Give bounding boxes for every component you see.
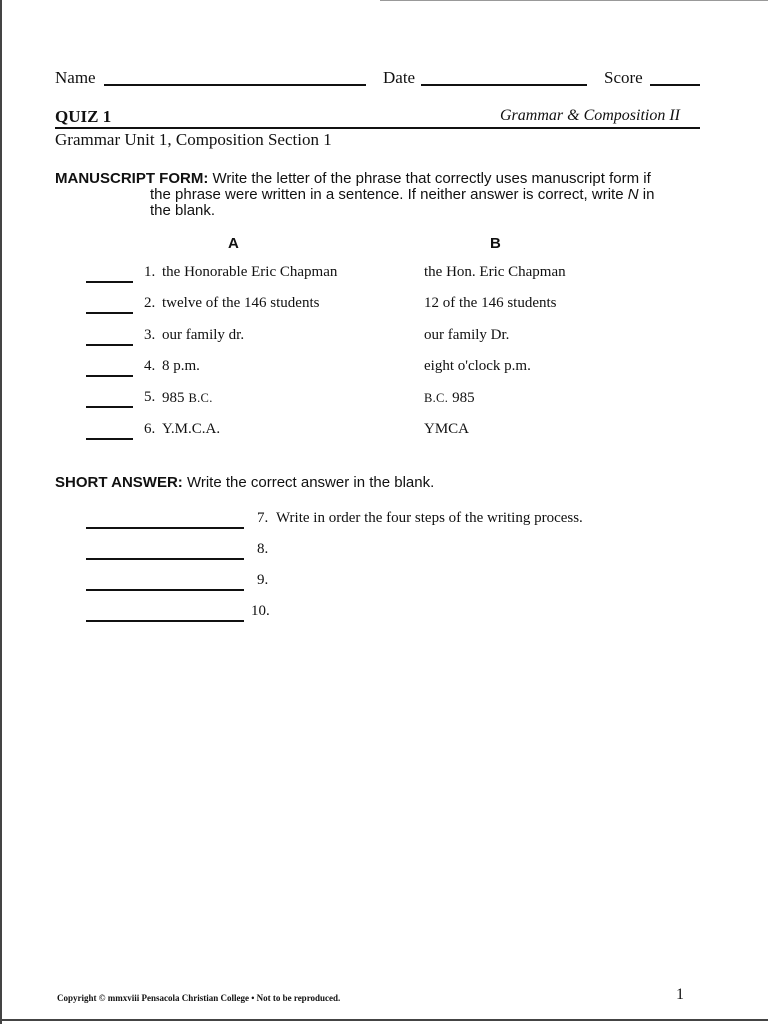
answer-blank[interactable] [86,281,133,283]
item-number: 5. [144,389,156,405]
item-number: 6. [144,421,156,437]
score-label: Score [604,68,643,87]
item-number: 3. [144,327,156,343]
choice-b: 12 of the 146 students [424,295,557,311]
answer-blank[interactable] [86,406,133,408]
manuscript-instructions [55,171,651,187]
choice-a: 985 B.C. [162,390,213,406]
item-number: 10. [251,603,270,619]
choice-a: twelve of the 146 students [162,295,320,311]
choice-b: the Hon. Eric Chapman [424,264,566,280]
answer-blank[interactable] [86,558,244,560]
date-label: Date [383,68,416,87]
choice-a: the Honorable Eric Chapman [162,264,338,280]
choice-b: eight o'clock p.m. [424,358,531,374]
answer-blank[interactable] [86,344,133,346]
item-number: 9. [257,572,269,588]
quiz-title: QUIZ 1 [55,107,112,126]
date-field[interactable] [421,84,587,86]
answer-blank[interactable] [86,620,244,622]
name-field[interactable] [104,84,366,86]
choice-b: our family Dr. [424,327,510,343]
answer-blank[interactable] [86,589,244,591]
page-frame-top [380,0,768,1]
answer-blank[interactable] [86,527,244,529]
page-frame-bottom [0,1019,768,1021]
choice-b: YMCA [424,421,470,437]
column-b-header: B [490,235,501,252]
short-answer-instruction: Write the correct answer in the blank. [186,474,435,491]
item-number: 1. [144,264,156,280]
short-answer-heading: SHORT ANSWER: [55,474,183,491]
choice-a: Y.M.C.A. [162,421,221,437]
manuscript-heading: MANUSCRIPT FORM: [55,170,209,187]
page-number: 1 [676,986,684,1003]
manuscript-instruction-line-2: the phrase were written in a sentence. If neither answer is correct, write N in [150,186,655,203]
choice-b: B.C. 985 [424,390,475,406]
manuscript-instruction-line-3: the blank. [150,202,216,219]
item-number: 7. [257,510,269,526]
item-number: 8. [257,541,269,557]
score-field[interactable] [650,84,700,86]
item-number: 2. [144,295,156,311]
answer-blank[interactable] [86,312,133,314]
page-frame-left [0,0,2,1024]
item-number: 4. [144,358,156,374]
header-rule [55,127,700,129]
short-answer-instructions [55,474,434,491]
manuscript-instruction-line-1: Write the letter of the phrase that correctly uses manuscript form if [212,170,651,187]
name-label: Name [55,68,96,87]
unit-line: Grammar Unit 1, Composition Section 1 [55,130,332,149]
choice-a: 8 p.m. [162,358,200,374]
column-a-header: A [228,235,239,252]
choice-a: our family dr. [162,327,245,343]
answer-blank[interactable] [86,375,133,377]
answer-blank[interactable] [86,438,133,440]
copyright-notice: Copyright © mmxviii Pensacola Christian College • Not to be reproduced. [57,993,341,1003]
question-text: Write in order the four steps of the writing process. [276,510,583,526]
course-title: Grammar & Composition II [500,107,681,124]
